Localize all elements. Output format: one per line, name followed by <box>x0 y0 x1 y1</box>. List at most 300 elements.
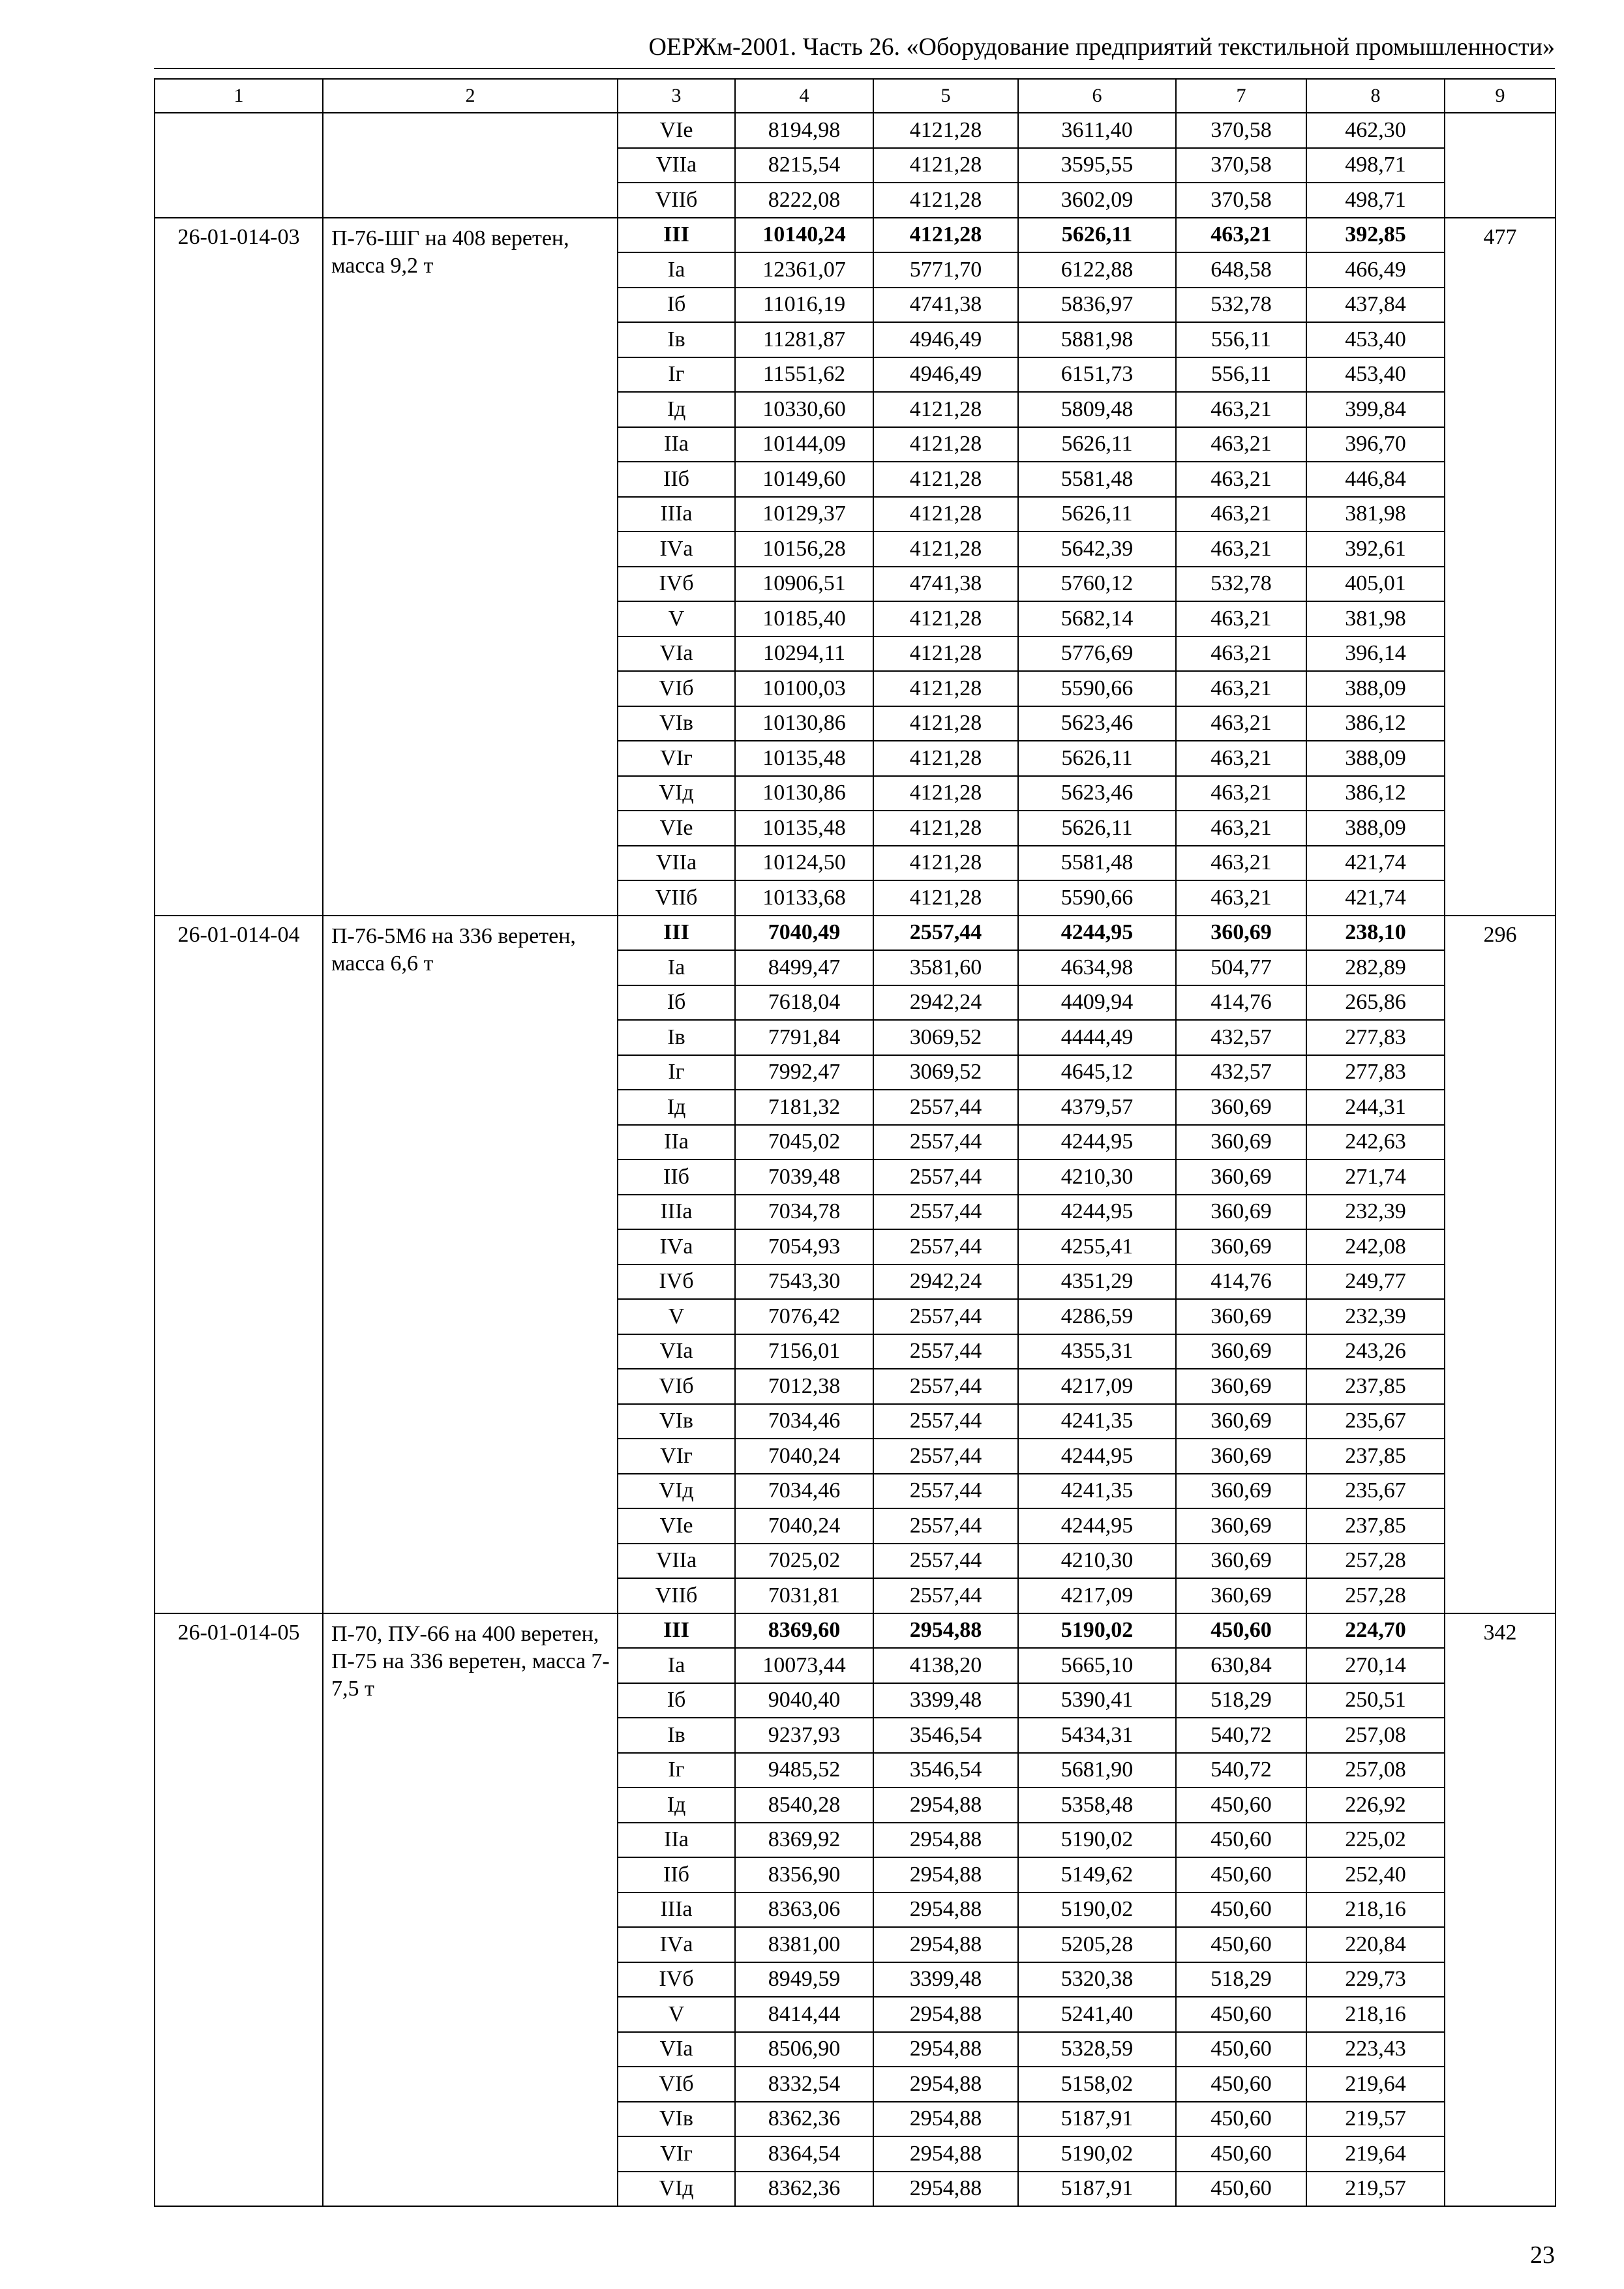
name-cell: П-76-ШГ на 408 веретен, масса 9,2 т <box>323 218 618 916</box>
wages-cell: 4121,28 <box>873 427 1018 462</box>
wages-cell: 2954,88 <box>873 1823 1018 1858</box>
materials-cell: 226,92 <box>1306 1788 1445 1823</box>
zone-cell: VIе <box>618 113 735 148</box>
zone-cell: Iг <box>618 1753 735 1788</box>
machinist-wages-cell: 360,69 <box>1176 1439 1306 1474</box>
machine-cost-cell: 5190,02 <box>1018 1823 1176 1858</box>
machinist-wages-cell: 360,69 <box>1176 1159 1306 1195</box>
total-cost-cell: 8222,08 <box>735 183 873 218</box>
materials-cell: 392,85 <box>1306 218 1445 253</box>
wages-cell: 2954,88 <box>873 1927 1018 1962</box>
name-cell <box>323 113 618 218</box>
machinist-wages-cell: 504,77 <box>1176 950 1306 985</box>
total-cost-cell: 10133,68 <box>735 880 873 916</box>
machine-cost-cell: 4355,31 <box>1018 1334 1176 1369</box>
machinist-wages-cell: 463,21 <box>1176 218 1306 253</box>
materials-cell: 282,89 <box>1306 950 1445 985</box>
machine-cost-cell: 3602,09 <box>1018 183 1176 218</box>
materials-cell: 257,08 <box>1306 1753 1445 1788</box>
table-body <box>155 79 1556 2206</box>
wages-cell: 4121,28 <box>873 183 1018 218</box>
machine-cost-cell: 5626,11 <box>1018 811 1176 846</box>
wages-cell: 4121,28 <box>873 636 1018 672</box>
total-cost-cell: 10135,48 <box>735 741 873 776</box>
zone-cell: IVа <box>618 1927 735 1962</box>
machine-cost-cell: 5590,66 <box>1018 671 1176 706</box>
wages-cell: 3546,54 <box>873 1718 1018 1753</box>
price-cell <box>1445 113 1556 218</box>
wages-cell: 4946,49 <box>873 322 1018 357</box>
zone-cell: VIIа <box>618 1544 735 1579</box>
machinist-wages-cell: 450,60 <box>1176 2102 1306 2137</box>
materials-cell: 265,86 <box>1306 985 1445 1021</box>
materials-cell: 237,85 <box>1306 1508 1445 1544</box>
zone-cell: III <box>618 218 735 253</box>
total-cost-cell: 10149,60 <box>735 462 873 497</box>
machinist-wages-cell: 360,69 <box>1176 916 1306 951</box>
zone-cell: VIв <box>618 1404 735 1439</box>
total-cost-cell: 7181,32 <box>735 1090 873 1125</box>
machinist-wages-cell: 463,21 <box>1176 462 1306 497</box>
materials-cell: 386,12 <box>1306 706 1445 741</box>
wages-cell: 3581,60 <box>873 950 1018 985</box>
zone-cell: VIг <box>618 1439 735 1474</box>
machine-cost-cell: 5626,11 <box>1018 741 1176 776</box>
materials-cell: 257,08 <box>1306 1718 1445 1753</box>
machine-cost-cell: 5187,91 <box>1018 2172 1176 2207</box>
zone-cell: IIб <box>618 1159 735 1195</box>
total-cost-cell: 10330,60 <box>735 392 873 427</box>
page-header: ОЕРЖм-2001. Часть 26. «Оборудование предприятий текстильной промышленности» <box>648 33 1555 61</box>
total-cost-cell: 10156,28 <box>735 531 873 567</box>
machinist-wages-cell: 463,21 <box>1176 392 1306 427</box>
machinist-wages-cell: 370,58 <box>1176 183 1306 218</box>
total-cost-cell: 7543,30 <box>735 1264 873 1300</box>
total-cost-cell: 7034,46 <box>735 1404 873 1439</box>
machine-cost-cell: 4244,95 <box>1018 916 1176 951</box>
materials-cell: 277,83 <box>1306 1020 1445 1055</box>
materials-cell: 242,08 <box>1306 1229 1445 1264</box>
column-number: 1 <box>155 79 323 113</box>
total-cost-cell: 10185,40 <box>735 601 873 636</box>
materials-cell: 388,09 <box>1306 671 1445 706</box>
machine-cost-cell: 4444,49 <box>1018 1020 1176 1055</box>
zone-cell: VIв <box>618 706 735 741</box>
materials-cell: 218,16 <box>1306 1893 1445 1928</box>
machine-cost-cell: 4244,95 <box>1018 1439 1176 1474</box>
machinist-wages-cell: 463,21 <box>1176 811 1306 846</box>
wages-cell: 2954,88 <box>873 2067 1018 2102</box>
materials-cell: 437,84 <box>1306 288 1445 323</box>
machine-cost-cell: 4645,12 <box>1018 1055 1176 1090</box>
wages-cell: 2557,44 <box>873 1544 1018 1579</box>
machinist-wages-cell: 450,60 <box>1176 1997 1306 2032</box>
machinist-wages-cell: 360,69 <box>1176 1508 1306 1544</box>
machinist-wages-cell: 463,21 <box>1176 741 1306 776</box>
materials-cell: 453,40 <box>1306 357 1445 393</box>
zone-cell: VIб <box>618 2067 735 2102</box>
machinist-wages-cell: 648,58 <box>1176 252 1306 288</box>
machine-cost-cell: 4210,30 <box>1018 1159 1176 1195</box>
materials-cell: 252,40 <box>1306 1857 1445 1893</box>
materials-cell: 250,51 <box>1306 1683 1445 1718</box>
machine-cost-cell: 5681,90 <box>1018 1753 1176 1788</box>
machine-cost-cell: 4255,41 <box>1018 1229 1176 1264</box>
zone-cell: V <box>618 1299 735 1334</box>
zone-cell: Iд <box>618 1090 735 1125</box>
machinist-wages-cell: 463,21 <box>1176 497 1306 532</box>
materials-cell: 224,70 <box>1306 1613 1445 1649</box>
zone-cell: VIIб <box>618 183 735 218</box>
materials-cell: 219,57 <box>1306 2172 1445 2207</box>
machine-cost-cell: 6122,88 <box>1018 252 1176 288</box>
zone-cell: IIа <box>618 1125 735 1160</box>
machinist-wages-cell: 556,11 <box>1176 322 1306 357</box>
zone-cell: IIIа <box>618 497 735 532</box>
wages-cell: 3069,52 <box>873 1020 1018 1055</box>
machinist-wages-cell: 450,60 <box>1176 1927 1306 1962</box>
zone-cell: VIIа <box>618 846 735 881</box>
wages-cell: 4121,28 <box>873 741 1018 776</box>
zone-cell: IIа <box>618 427 735 462</box>
materials-cell: 219,64 <box>1306 2136 1445 2172</box>
materials-cell: 270,14 <box>1306 1648 1445 1683</box>
machine-cost-cell: 4217,09 <box>1018 1369 1176 1404</box>
machinist-wages-cell: 414,76 <box>1176 985 1306 1021</box>
column-number: 6 <box>1018 79 1176 113</box>
machine-cost-cell: 5626,11 <box>1018 497 1176 532</box>
materials-cell: 277,83 <box>1306 1055 1445 1090</box>
total-cost-cell: 7054,93 <box>735 1229 873 1264</box>
materials-cell: 405,01 <box>1306 567 1445 602</box>
total-cost-cell: 8215,54 <box>735 148 873 183</box>
wages-cell: 2954,88 <box>873 1788 1018 1823</box>
zone-cell: Iа <box>618 252 735 288</box>
materials-cell: 235,67 <box>1306 1474 1445 1509</box>
zone-cell: Iб <box>618 985 735 1021</box>
machinist-wages-cell: 463,21 <box>1176 880 1306 916</box>
machine-cost-cell: 4244,95 <box>1018 1125 1176 1160</box>
zone-cell: IIIа <box>618 1893 735 1928</box>
materials-cell: 237,85 <box>1306 1439 1445 1474</box>
machine-cost-cell: 5358,48 <box>1018 1788 1176 1823</box>
zone-cell: VIб <box>618 671 735 706</box>
zone-cell: VIв <box>618 2102 735 2137</box>
total-cost-cell: 7618,04 <box>735 985 873 1021</box>
machinist-wages-cell: 360,69 <box>1176 1404 1306 1439</box>
wages-cell: 2557,44 <box>873 1229 1018 1264</box>
machinist-wages-cell: 463,21 <box>1176 776 1306 811</box>
code-cell: 26-01-014-04 <box>155 916 323 1613</box>
machinist-wages-cell: 518,29 <box>1176 1683 1306 1718</box>
materials-cell: 244,31 <box>1306 1090 1445 1125</box>
machinist-wages-cell: 432,57 <box>1176 1020 1306 1055</box>
wages-cell: 2557,44 <box>873 1474 1018 1509</box>
machinist-wages-cell: 463,21 <box>1176 671 1306 706</box>
total-cost-cell: 7031,81 <box>735 1578 873 1613</box>
machinist-wages-cell: 360,69 <box>1176 1229 1306 1264</box>
zone-cell: VIIб <box>618 880 735 916</box>
name-cell: П-70, ПУ-66 на 400 веретен, П-75 на 336 веретен, масса 7-7,5 т <box>323 1613 618 2207</box>
wages-cell: 3399,48 <box>873 1962 1018 1997</box>
machinist-wages-cell: 360,69 <box>1176 1474 1306 1509</box>
machine-cost-cell: 5581,48 <box>1018 462 1176 497</box>
wages-cell: 2557,44 <box>873 1578 1018 1613</box>
wages-cell: 2557,44 <box>873 916 1018 951</box>
machine-cost-cell: 5149,62 <box>1018 1857 1176 1893</box>
materials-cell: 220,84 <box>1306 1927 1445 1962</box>
materials-cell: 232,39 <box>1306 1299 1445 1334</box>
machine-cost-cell: 6151,73 <box>1018 357 1176 393</box>
price-table <box>154 78 1556 2207</box>
total-cost-cell: 8362,36 <box>735 2102 873 2137</box>
materials-cell: 498,71 <box>1306 183 1445 218</box>
machine-cost-cell: 5390,41 <box>1018 1683 1176 1718</box>
materials-cell: 453,40 <box>1306 322 1445 357</box>
wages-cell: 2942,24 <box>873 985 1018 1021</box>
zone-cell: VIд <box>618 1474 735 1509</box>
wages-cell: 4138,20 <box>873 1648 1018 1683</box>
wages-cell: 4121,28 <box>873 462 1018 497</box>
wages-cell: 2557,44 <box>873 1125 1018 1160</box>
machinist-wages-cell: 463,21 <box>1176 601 1306 636</box>
zone-cell: Iв <box>618 322 735 357</box>
wages-cell: 2954,88 <box>873 1997 1018 2032</box>
total-cost-cell: 9485,52 <box>735 1753 873 1788</box>
total-cost-cell: 11551,62 <box>735 357 873 393</box>
machinist-wages-cell: 630,84 <box>1176 1648 1306 1683</box>
total-cost-cell: 11281,87 <box>735 322 873 357</box>
column-number: 2 <box>323 79 618 113</box>
zone-cell: VIа <box>618 636 735 672</box>
total-cost-cell: 8381,00 <box>735 1927 873 1962</box>
machinist-wages-cell: 360,69 <box>1176 1578 1306 1613</box>
wages-cell: 4121,28 <box>873 706 1018 741</box>
wages-cell: 4121,28 <box>873 531 1018 567</box>
zone-cell: III <box>618 916 735 951</box>
total-cost-cell: 7992,47 <box>735 1055 873 1090</box>
zone-cell: VIе <box>618 1508 735 1544</box>
zone-cell: VIа <box>618 2032 735 2067</box>
machine-cost-cell: 4244,95 <box>1018 1508 1176 1544</box>
total-cost-cell: 7156,01 <box>735 1334 873 1369</box>
materials-cell: 225,02 <box>1306 1823 1445 1858</box>
machinist-wages-cell: 450,60 <box>1176 2136 1306 2172</box>
column-number: 9 <box>1445 79 1556 113</box>
total-cost-cell: 7045,02 <box>735 1125 873 1160</box>
name-cell: П-76-5М6 на 336 веретен, масса 6,6 т <box>323 916 618 1613</box>
table-row <box>155 916 1556 951</box>
total-cost-cell: 10294,11 <box>735 636 873 672</box>
total-cost-cell: 9237,93 <box>735 1718 873 1753</box>
machinist-wages-cell: 360,69 <box>1176 1195 1306 1230</box>
zone-cell: VIг <box>618 2136 735 2172</box>
zone-cell: Iг <box>618 357 735 393</box>
wages-cell: 2954,88 <box>873 1857 1018 1893</box>
materials-cell: 238,10 <box>1306 916 1445 951</box>
zone-cell: Iб <box>618 1683 735 1718</box>
machinist-wages-cell: 450,60 <box>1176 1893 1306 1928</box>
wages-cell: 3546,54 <box>873 1753 1018 1788</box>
zone-cell: Iв <box>618 1020 735 1055</box>
wages-cell: 4121,28 <box>873 392 1018 427</box>
machinist-wages-cell: 540,72 <box>1176 1753 1306 1788</box>
total-cost-cell: 10130,86 <box>735 776 873 811</box>
total-cost-cell: 11016,19 <box>735 288 873 323</box>
zone-cell: Iг <box>618 1055 735 1090</box>
materials-cell: 218,16 <box>1306 1997 1445 2032</box>
wages-cell: 4121,28 <box>873 497 1018 532</box>
machinist-wages-cell: 532,78 <box>1176 288 1306 323</box>
materials-cell: 223,43 <box>1306 2032 1445 2067</box>
materials-cell: 399,84 <box>1306 392 1445 427</box>
machinist-wages-cell: 463,21 <box>1176 846 1306 881</box>
wages-cell: 4121,28 <box>873 776 1018 811</box>
materials-cell: 237,85 <box>1306 1369 1445 1404</box>
wages-cell: 2954,88 <box>873 2136 1018 2172</box>
machine-cost-cell: 5320,38 <box>1018 1962 1176 1997</box>
machinist-wages-cell: 370,58 <box>1176 148 1306 183</box>
materials-cell: 381,98 <box>1306 601 1445 636</box>
materials-cell: 388,09 <box>1306 811 1445 846</box>
price-cell: 342 <box>1445 1613 1556 2207</box>
machine-cost-cell: 5642,39 <box>1018 531 1176 567</box>
wages-cell: 4121,28 <box>873 113 1018 148</box>
machine-cost-cell: 4409,94 <box>1018 985 1176 1021</box>
machinist-wages-cell: 463,21 <box>1176 706 1306 741</box>
code-cell <box>155 113 323 218</box>
materials-cell: 388,09 <box>1306 741 1445 776</box>
wages-cell: 4121,28 <box>873 811 1018 846</box>
total-cost-cell: 9040,40 <box>735 1683 873 1718</box>
wages-cell: 2557,44 <box>873 1439 1018 1474</box>
total-cost-cell: 10135,48 <box>735 811 873 846</box>
wages-cell: 3399,48 <box>873 1683 1018 1718</box>
machine-cost-cell: 4351,29 <box>1018 1264 1176 1300</box>
code-cell: 26-01-014-05 <box>155 1613 323 2207</box>
wages-cell: 2954,88 <box>873 2172 1018 2207</box>
total-cost-cell: 7039,48 <box>735 1159 873 1195</box>
table-row <box>155 1613 1556 1649</box>
wages-cell: 5771,70 <box>873 252 1018 288</box>
machinist-wages-cell: 450,60 <box>1176 1857 1306 1893</box>
column-number: 4 <box>735 79 873 113</box>
wages-cell: 2954,88 <box>873 1613 1018 1649</box>
machine-cost-cell: 5682,14 <box>1018 601 1176 636</box>
materials-cell: 446,84 <box>1306 462 1445 497</box>
materials-cell: 396,70 <box>1306 427 1445 462</box>
machine-cost-cell: 5205,28 <box>1018 1927 1176 1962</box>
total-cost-cell: 7034,78 <box>735 1195 873 1230</box>
total-cost-cell: 8332,54 <box>735 2067 873 2102</box>
zone-cell: Iа <box>618 950 735 985</box>
total-cost-cell: 7040,24 <box>735 1439 873 1474</box>
wages-cell: 2557,44 <box>873 1090 1018 1125</box>
materials-cell: 421,74 <box>1306 880 1445 916</box>
machinist-wages-cell: 360,69 <box>1176 1334 1306 1369</box>
total-cost-cell: 8499,47 <box>735 950 873 985</box>
machine-cost-cell: 5623,46 <box>1018 706 1176 741</box>
wages-cell: 2557,44 <box>873 1159 1018 1195</box>
zone-cell: Iв <box>618 1718 735 1753</box>
materials-cell: 381,98 <box>1306 497 1445 532</box>
materials-cell: 462,30 <box>1306 113 1445 148</box>
machinist-wages-cell: 450,60 <box>1176 1788 1306 1823</box>
total-cost-cell: 8414,44 <box>735 1997 873 2032</box>
machine-cost-cell: 5809,48 <box>1018 392 1176 427</box>
materials-cell: 396,14 <box>1306 636 1445 672</box>
wages-cell: 4121,28 <box>873 671 1018 706</box>
wages-cell: 4121,28 <box>873 148 1018 183</box>
materials-cell: 466,49 <box>1306 252 1445 288</box>
wages-cell: 2557,44 <box>873 1404 1018 1439</box>
wages-cell: 2557,44 <box>873 1369 1018 1404</box>
wages-cell: 2557,44 <box>873 1334 1018 1369</box>
wages-cell: 4121,28 <box>873 880 1018 916</box>
machinist-wages-cell: 463,21 <box>1176 636 1306 672</box>
wages-cell: 4121,28 <box>873 218 1018 253</box>
total-cost-cell: 8949,59 <box>735 1962 873 1997</box>
table-row <box>155 218 1556 253</box>
machinist-wages-cell: 360,69 <box>1176 1369 1306 1404</box>
total-cost-cell: 7040,24 <box>735 1508 873 1544</box>
machine-cost-cell: 5434,31 <box>1018 1718 1176 1753</box>
total-cost-cell: 7012,38 <box>735 1369 873 1404</box>
machinist-wages-cell: 463,21 <box>1176 427 1306 462</box>
wages-cell: 3069,52 <box>873 1055 1018 1090</box>
total-cost-cell: 7025,02 <box>735 1544 873 1579</box>
zone-cell: IIб <box>618 1857 735 1893</box>
materials-cell: 421,74 <box>1306 846 1445 881</box>
total-cost-cell: 8369,60 <box>735 1613 873 1649</box>
total-cost-cell: 8362,36 <box>735 2172 873 2207</box>
machine-cost-cell: 5328,59 <box>1018 2032 1176 2067</box>
machine-cost-cell: 5626,11 <box>1018 218 1176 253</box>
machine-cost-cell: 5626,11 <box>1018 427 1176 462</box>
machine-cost-cell: 4634,98 <box>1018 950 1176 985</box>
materials-cell: 257,28 <box>1306 1578 1445 1613</box>
total-cost-cell: 8364,54 <box>735 2136 873 2172</box>
machinist-wages-cell: 414,76 <box>1176 1264 1306 1300</box>
zone-cell: III <box>618 1613 735 1649</box>
machine-cost-cell: 5881,98 <box>1018 322 1176 357</box>
machinist-wages-cell: 432,57 <box>1176 1055 1306 1090</box>
wages-cell: 2557,44 <box>873 1195 1018 1230</box>
total-cost-cell: 10129,37 <box>735 497 873 532</box>
machine-cost-cell: 5581,48 <box>1018 846 1176 881</box>
machine-cost-cell: 5836,97 <box>1018 288 1176 323</box>
materials-cell: 243,26 <box>1306 1334 1445 1369</box>
machinist-wages-cell: 556,11 <box>1176 357 1306 393</box>
machine-cost-cell: 4210,30 <box>1018 1544 1176 1579</box>
total-cost-cell: 8194,98 <box>735 113 873 148</box>
materials-cell: 242,63 <box>1306 1125 1445 1160</box>
column-number: 7 <box>1176 79 1306 113</box>
machinist-wages-cell: 540,72 <box>1176 1718 1306 1753</box>
materials-cell: 392,61 <box>1306 531 1445 567</box>
machinist-wages-cell: 450,60 <box>1176 2032 1306 2067</box>
machine-cost-cell: 5623,46 <box>1018 776 1176 811</box>
zone-cell: VIIа <box>618 148 735 183</box>
machinist-wages-cell: 463,21 <box>1176 531 1306 567</box>
machinist-wages-cell: 450,60 <box>1176 2172 1306 2207</box>
total-cost-cell: 10100,03 <box>735 671 873 706</box>
total-cost-cell: 10124,50 <box>735 846 873 881</box>
code-cell: 26-01-014-03 <box>155 218 323 916</box>
wages-cell: 4946,49 <box>873 357 1018 393</box>
machine-cost-cell: 5665,10 <box>1018 1648 1176 1683</box>
machine-cost-cell: 5241,40 <box>1018 1997 1176 2032</box>
